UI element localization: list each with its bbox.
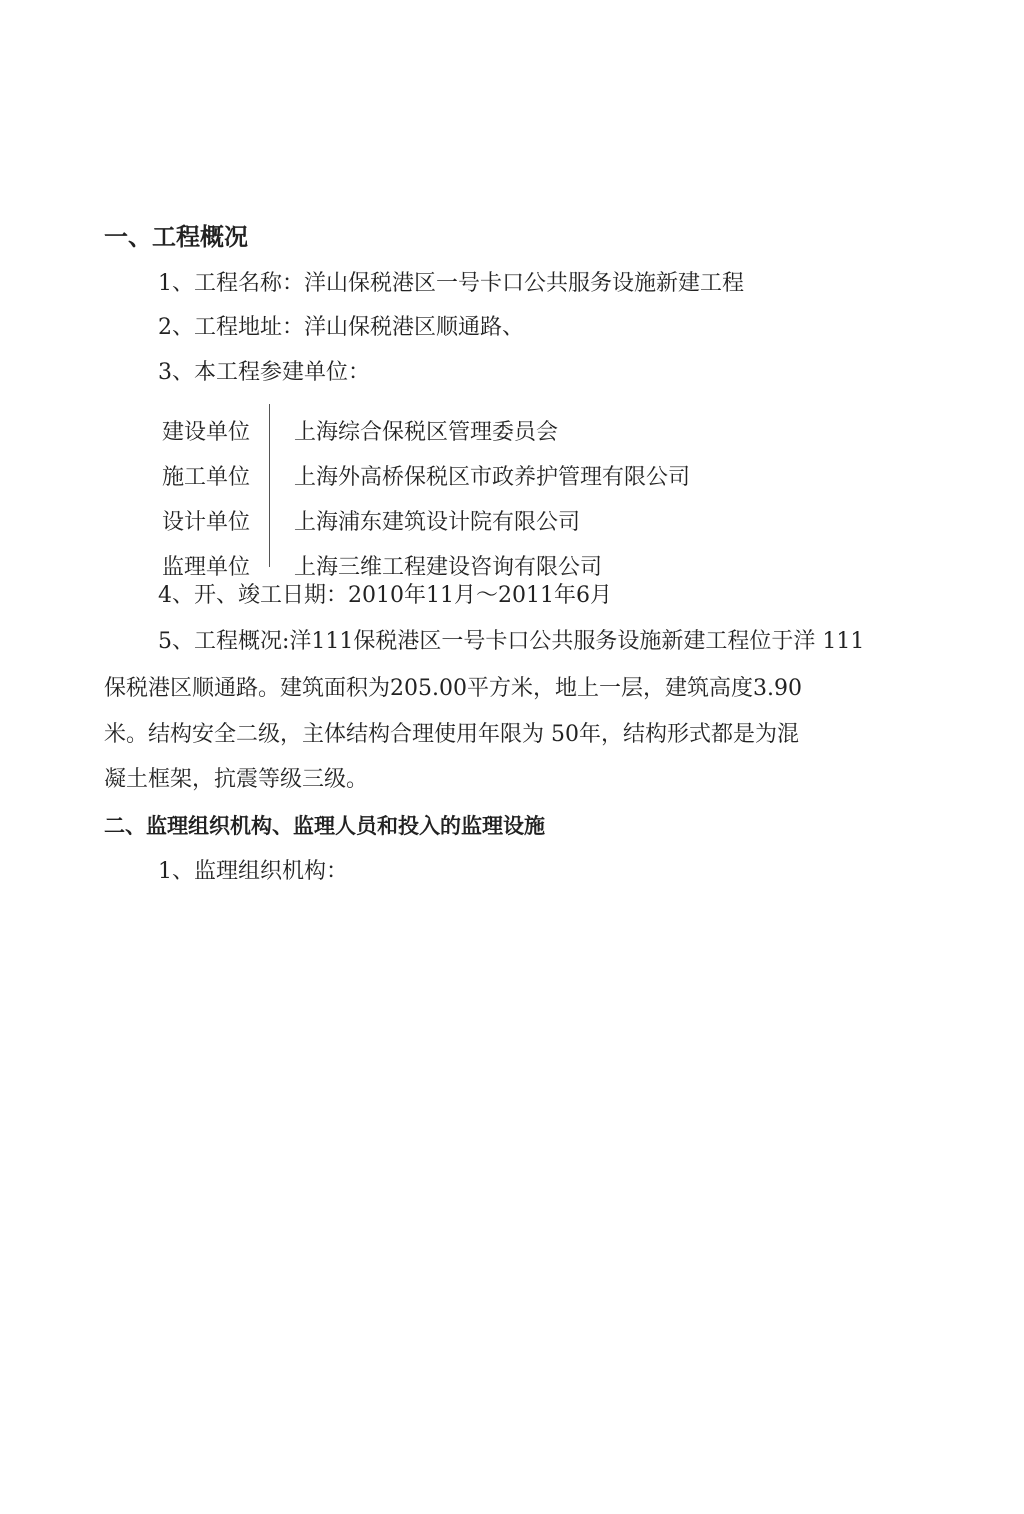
participating-units-item: 3、本工程参建单位：	[158, 360, 370, 385]
section-heading-overview: 一、工程概况	[104, 223, 248, 251]
participating-units-table	[160, 404, 800, 580]
unit-role: 设计单位	[162, 510, 251, 535]
unit-name: 上海综合保税区管理委员会	[294, 420, 559, 445]
unit-name: 上海浦东建筑设计院有限公司	[294, 510, 581, 535]
construction-dates-item: 4、开、竣工日期：2010年11月～2011年6月	[158, 583, 612, 608]
project-overview-line: 保税港区顺通路。建筑面积为205.00平方米，地上一层，建筑高度3.90	[104, 676, 802, 701]
unit-role: 监理单位	[162, 555, 251, 580]
project-overview-line: 凝土框架，抗震等级三级。	[104, 767, 369, 792]
project-address-item: 2、工程地址：洋山保税港区顺通路、	[158, 315, 524, 340]
unit-name: 上海外高桥保税区市政养护管理有限公司	[294, 465, 691, 490]
supervision-organization-item: 1、监理组织机构：	[158, 859, 348, 884]
table-divider	[269, 404, 270, 567]
unit-role: 建设单位	[162, 420, 251, 445]
project-overview-line: 5、工程概况:洋111保税港区一号卡口公共服务设施新建工程位于洋 111	[158, 629, 865, 654]
unit-role: 施工单位	[162, 465, 251, 490]
section-heading-supervision: 二、监理组织机构、监理人员和投入的监理设施	[104, 814, 545, 838]
project-name-item: 1、工程名称：洋山保税港区一号卡口公共服务设施新建工程	[158, 271, 744, 296]
unit-name: 上海三维工程建设咨询有限公司	[294, 555, 603, 580]
project-overview-line: 米。结构安全二级，主体结构合理使用年限为 50年，结构形式都是为混	[104, 722, 799, 747]
